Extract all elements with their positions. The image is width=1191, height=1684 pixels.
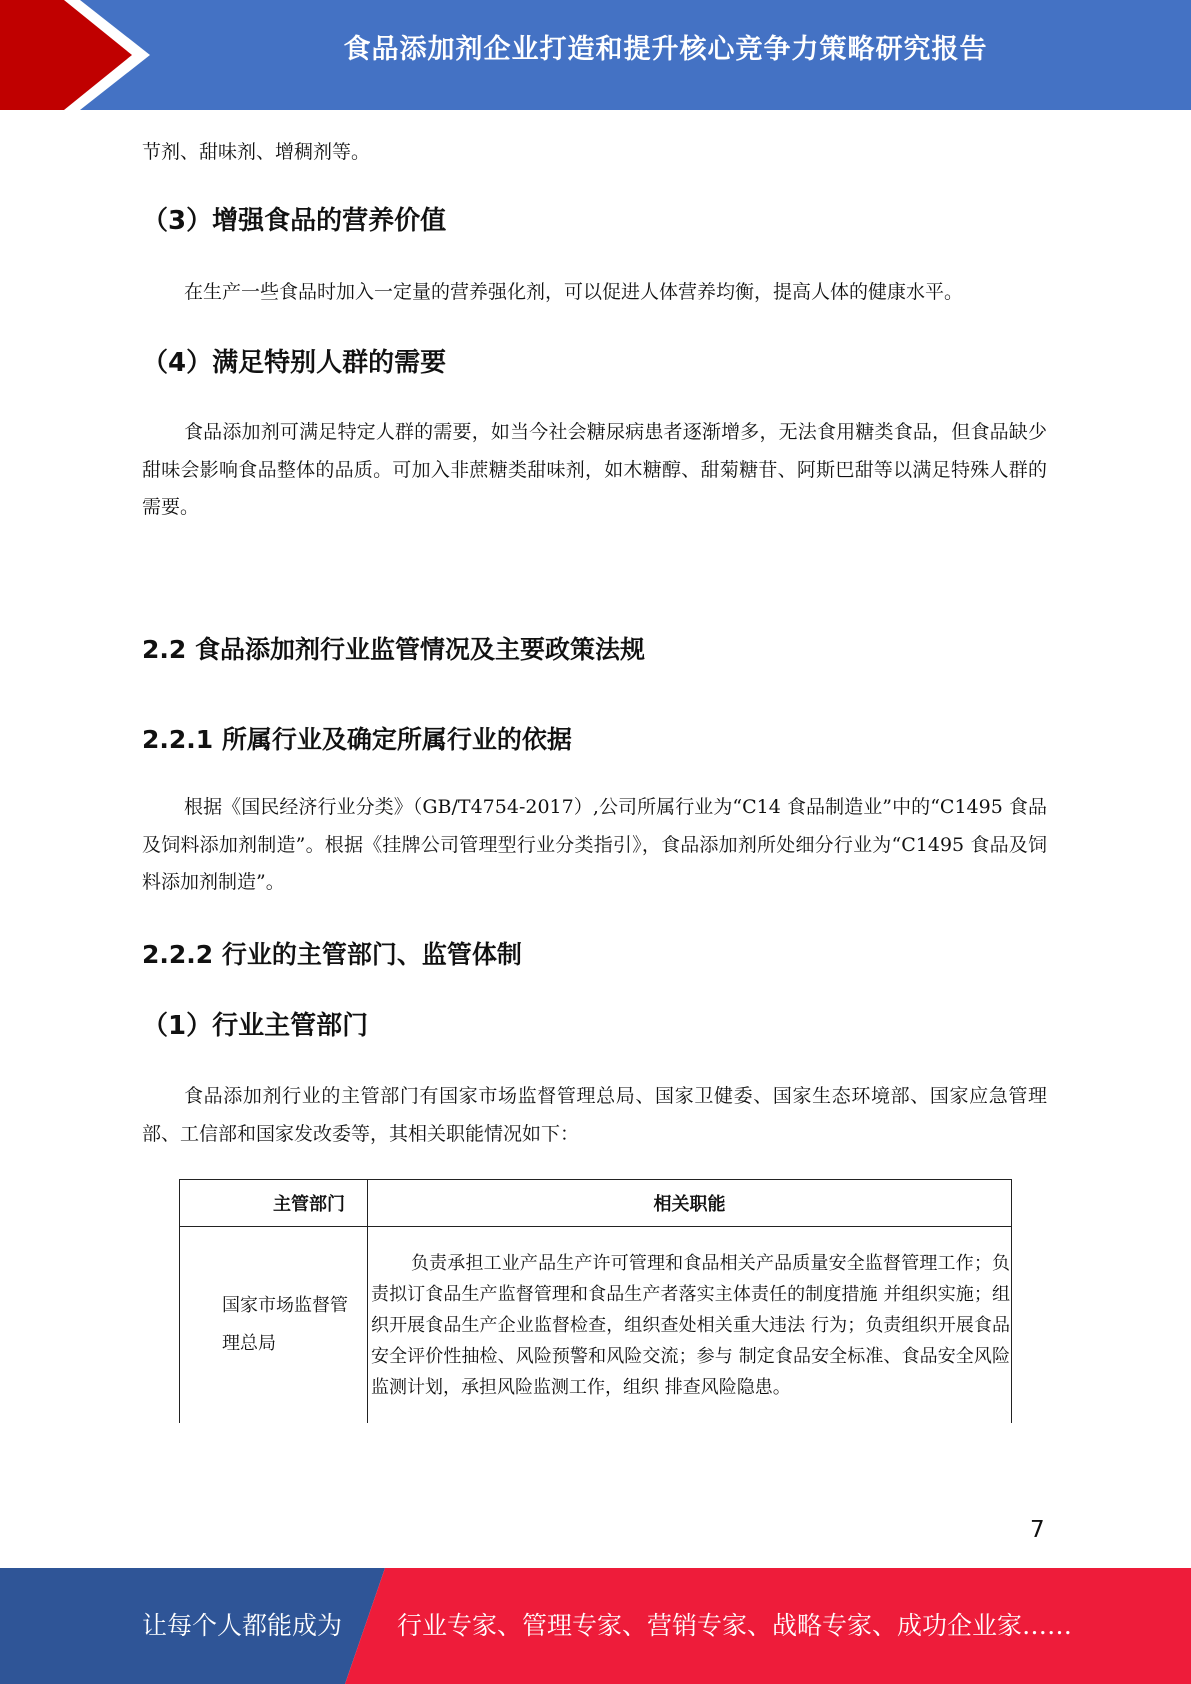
text-authorities: 食品添加剂行业的主管部门有国家市场监督管理总局、国家卫健委、国家生态环境部、国家应急管理部、工信部和国家发改委等，其相关职能情况如下： (142, 1085, 1047, 1145)
section-text-nutrition: 在生产一些食品时加入一定量的营养强化剂，可以促进人体营养均衡，提高人体的健康水平。 (184, 281, 964, 303)
heading-2-2-2: 2.2.2 行业的主管部门、监管体制 (142, 940, 522, 969)
authorities-table (179, 1179, 1012, 1423)
heading-2-2: 2.2 食品添加剂行业监管情况及主要政策法规 (142, 635, 645, 664)
table-cell-department: 国家市场监督管理总局 (180, 1227, 368, 1424)
subheading-authorities: （1）行业主管部门 (142, 1011, 369, 1041)
section-heading-nutrition: （3）增强食品的营养价值 (142, 206, 447, 236)
page-number: 7 (1030, 1517, 1045, 1543)
continuation-text: 节剂、甜味剂、增稠剂等。 (142, 141, 371, 163)
text-2-2-1: 根据《国民经济行业分类》（GB/T4754-2017）,公司所属行业为“C14 食品制造业”中的“C1495 食品及饲料添加剂制造”。根据《挂牌公司管理型行业分类指引》，食品添加剂所处细分行业为“C1495 食品及饲料添加剂制造”。 (142, 796, 1047, 893)
page-header (0, 0, 1191, 110)
footer-slogan-left: 让每个人都能成为 (142, 1611, 343, 1640)
footer-slogan-right: 行业专家、管理专家、营销专家、战略专家、成功企业家…… (397, 1611, 1073, 1640)
table-header-row (180, 1180, 1012, 1227)
table-header-department: 主管部门 (180, 1180, 368, 1227)
page-footer (0, 1568, 1191, 1684)
header-arrow-decoration (0, 0, 160, 110)
report-title: 食品添加剂企业打造和提升核心竞争力策略研究报告 (343, 34, 988, 65)
table-row (180, 1227, 1012, 1424)
section-heading-special-groups: （4）满足特别人群的需要 (142, 348, 447, 378)
table-header-duties: 相关职能 (368, 1180, 1012, 1227)
section-text-special-groups: 食品添加剂可满足特定人群的需要，如当今社会糖尿病患者逐渐增多，无法食用糖类食品，但食品缺少甜味会影响食品整体的品质。可加入非蔗糖类甜味剂，如木糖醇、甜菊糖苷、阿斯巴甜等以满足特殊人群的需要。 (142, 421, 1047, 518)
table-cell-duties: 负责承担工业产品生产许可管理和食品相关产品质量安全监督管理工作；负责拟订食品生产监督管理和食品生产者落实主体责任的制度措施 并组织实施；组织开展食品生产企业监督检查，组织查处相关重大违法 行为；负责组织开展食品安全评价性抽检、风险预警和风险交流；参与 制定食品安全标准、食品安全风险监测计划，承担风险监测工作，组织 排查风险隐患。 (368, 1227, 1012, 1424)
heading-2-2-1: 2.2.1 所属行业及确定所属行业的依据 (142, 725, 572, 754)
